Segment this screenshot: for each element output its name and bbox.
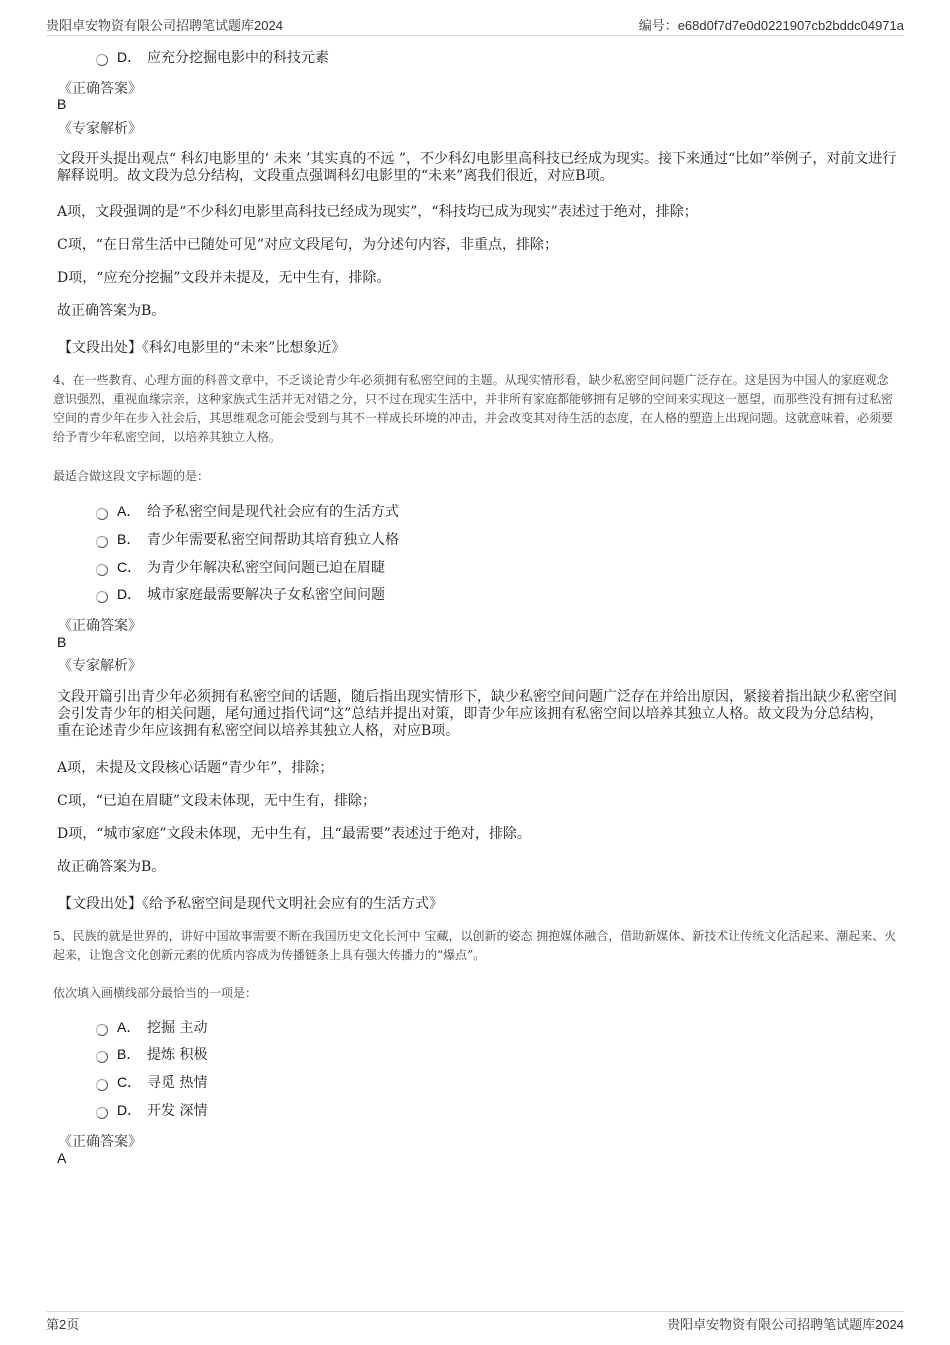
radio-icon[interactable] xyxy=(96,591,108,603)
option-letter: C． xyxy=(117,559,142,575)
q5-question-text: 5、民族的就是世界的，讲好中国故事需要不断在我国历史文化长河中 宝藏，以创新的姿态 拥抱媒体融合，借助新媒体、新技术让传统文化活起来、潮起来、火起来，让饱含文化创新元素的优质内容成为传播链条上具有强大传播力的“爆点”。 xyxy=(53,929,897,962)
radio-icon[interactable] xyxy=(96,564,108,576)
q5-option-d[interactable] xyxy=(96,1100,207,1120)
q4-option-b[interactable] xyxy=(96,529,399,549)
q3-analysis-conclusion: 故正确答案为B。 xyxy=(57,303,166,319)
q4-prompt: 最适合做这段文字标题的是： xyxy=(53,469,210,483)
option-letter: D． xyxy=(117,49,142,65)
q4-analysis-conclusion: 故正确答案为B。 xyxy=(57,859,166,875)
footer-divider xyxy=(46,1311,904,1312)
header-document-title: 贵阳卓安物资有限公司招聘笔试题库2024 xyxy=(46,18,283,33)
radio-icon[interactable] xyxy=(96,1107,108,1119)
footer-page-number: 第2页 xyxy=(46,1317,80,1332)
q3-source: 【文段出处】《科幻电影里的“未来”比想象近》 xyxy=(58,340,346,356)
header-document-id: 编号：e68d0f7d7e0d0221907cb2bddc04971a xyxy=(638,18,904,33)
option-text: 城市家庭最需要解决子女私密空间问题 xyxy=(147,587,385,603)
radio-icon[interactable] xyxy=(96,536,108,548)
q3-analysis-label: 《专家解析》 xyxy=(58,121,142,137)
q3-answer-label: 《正确答案》 xyxy=(58,81,142,97)
q4-answer-label: 《正确答案》 xyxy=(58,618,142,634)
q4-answer: B xyxy=(57,634,67,650)
q4-option-c[interactable] xyxy=(96,557,385,577)
q3-option-d[interactable] xyxy=(96,47,329,67)
footer-document-title: 贵阳卓安物资有限公司招聘笔试题库2024 xyxy=(667,1317,904,1332)
q5-answer-label: 《正确答案》 xyxy=(58,1134,142,1150)
option-text: 挖掘 主动 xyxy=(147,1020,208,1036)
q5-option-a[interactable] xyxy=(96,1017,207,1037)
option-text: 青少年需要私密空间帮助其培育独立人格 xyxy=(147,532,399,548)
q4-source: 【文段出处】《给予私密空间是现代文明社会应有的生活方式》 xyxy=(58,896,443,912)
q4-analysis-paragraph: 文段开篇引出青少年必须拥有私密空间的话题，随后指出现实情形下，缺少私密空间问题广泛存在并给出原因，紧接着指出缺少私密空间会引发青少年的相关问题，尾句通过指代词“这”总结并提出对策，即青少年应该拥有私密空间以培养其独立人格。故文段为分总结构，重在论述青少年应该拥有私密空间以培养其独立人格，对应B项。 xyxy=(57,689,897,739)
q3-answer: B xyxy=(57,96,67,112)
q4-option-d[interactable] xyxy=(96,584,385,604)
radio-icon[interactable] xyxy=(96,1051,108,1063)
option-letter: D． xyxy=(117,586,142,602)
q5-answer: A xyxy=(57,1150,67,1166)
q5-option-c[interactable] xyxy=(96,1072,207,1092)
q4-analysis-option-c: C项，“已迫在眉睫”文段未体现，无中生有，排除； xyxy=(57,793,377,809)
q4-analysis-option-d: D项，“城市家庭”文段未体现，无中生有，且“最需要”表述过于绝对，排除。 xyxy=(57,826,531,842)
radio-icon[interactable] xyxy=(96,54,108,66)
q3-analysis-option-c: C项，“在日常生活中已随处可见”对应文段尾句，为分述句内容，非重点，排除； xyxy=(57,237,559,253)
option-letter: C． xyxy=(117,1074,142,1090)
option-letter: A． xyxy=(117,1019,141,1035)
option-letter: A． xyxy=(117,503,141,519)
q4-analysis-option-a: A项，未提及文段核心话题“青少年”，排除； xyxy=(57,760,334,776)
header-divider xyxy=(46,35,904,36)
radio-icon[interactable] xyxy=(96,508,108,520)
option-text: 开发 深情 xyxy=(147,1103,208,1119)
radio-icon[interactable] xyxy=(96,1079,108,1091)
radio-icon[interactable] xyxy=(96,1024,108,1036)
q4-question-text: 4、在一些教育、心理方面的科普文章中，不乏谈论青少年必须拥有私密空间的主题。从现实情形看，缺少私密空间问题广泛存在。这是因为中国人的家庭观念意识强烈，重视血缘宗亲，这种家族式生活并无对错之分，只不过在现实生活中，并非所有家庭都能够拥有足够的空间来实现这一愿望，而那些没有拥有过私密空间的青少年在步入社会后，其思维观念可能会受到与其不一样成长环境的冲击，并会改变其对待生活的态度，在人格的塑造上出现问题。这就意味着，必须要给予青少年私密空间，以培养其独立人格。 xyxy=(53,373,894,444)
option-text: 为青少年解决私密空间问题已迫在眉睫 xyxy=(147,560,385,576)
q5-prompt: 依次填入画横线部分最恰当的一项是： xyxy=(53,986,258,1000)
option-letter: D． xyxy=(117,1102,142,1118)
option-letter: B． xyxy=(117,1046,141,1062)
option-text: 给予私密空间是现代社会应有的生活方式 xyxy=(147,504,399,520)
option-text: 应充分挖掘电影中的科技元素 xyxy=(147,50,329,66)
q5-option-b[interactable] xyxy=(96,1044,207,1064)
option-text: 寻觅 热情 xyxy=(147,1075,208,1091)
option-letter: B． xyxy=(117,531,141,547)
q3-analysis-option-d: D项，“应充分挖掘”文段并未提及，无中生有，排除。 xyxy=(57,270,391,286)
q4-analysis-label: 《专家解析》 xyxy=(58,658,142,674)
option-text: 提炼 积极 xyxy=(147,1047,208,1063)
q4-option-a[interactable] xyxy=(96,501,399,521)
q3-analysis-paragraph: 文段开头提出观点“ 科幻电影里的‘ 未来 ’其实真的不远 ”，不少科幻电影里高科技已经成为现实。接下来通过“比如”举例子，对前文进行解释说明。故文段为总分结构，文段重点强调科幻电影里的“未来”离我们很近，对应B项。 xyxy=(57,151,897,184)
q3-analysis-option-a: A项，文段强调的是“不少科幻电影里高科技已经成为现实”，“科技均已成为现实”表述过于绝对，排除； xyxy=(57,204,698,220)
